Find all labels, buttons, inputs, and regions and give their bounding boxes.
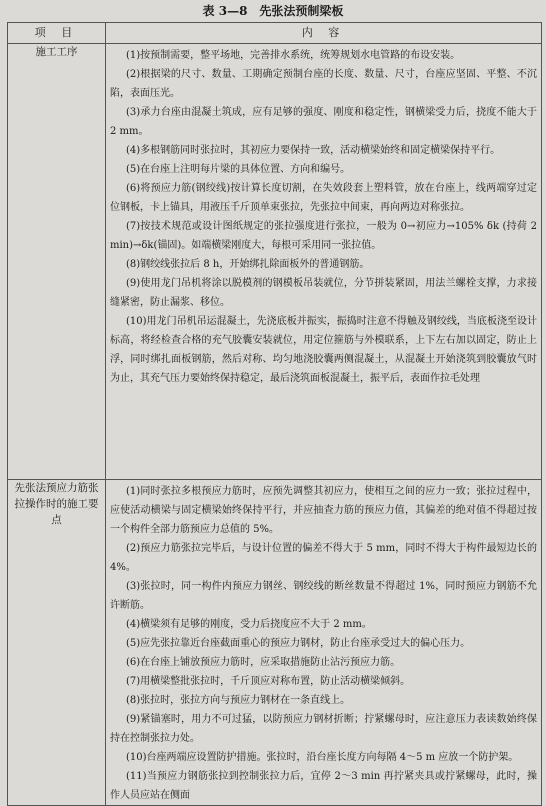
row-label-tensioning-points: 先张法预应力筋张拉操作时的施工要点 (8, 480, 106, 806)
construction-table (7, 22, 542, 806)
list-item: (9)使用龙门吊机将涂以脱模剂的钢模板吊装就位，分节拼装紧固，用法兰螺栓支撑，力求接缝紧密，防止漏浆、移位。 (110, 278, 537, 308)
header-item: 项 目 (8, 23, 106, 44)
table-header-row (8, 23, 542, 44)
list-item: (7)用横梁整批张拉时，千斤顶应对称布置，防止活动横梁倾斜。 (126, 676, 411, 687)
list-item: (6)在台座上铺放预应力筋时，应采取措施防止沾污预应力筋。 (126, 657, 401, 668)
list-item: (6)将预应力筋(钢绞线)按计算长度切割，在失效段套上塑料管，放在台座上，线两端穿过定位钢板，卡上锚具，用液压千斤顶单束张拉，先张拉中间束，再向两边对称张拉。 (110, 183, 537, 213)
list-item: (4)横梁须有足够的刚度，受力后挠度应不大于 2 mm。 (126, 619, 372, 630)
header-content: 内 容 (106, 23, 542, 44)
list-item: (11)当预应力钢筋张拉到控制张拉力后，宜停 2～3 min 再拧紧夹具或拧紧螺母，此时，操作人员应站在侧面 (110, 771, 537, 801)
list-item: (8)张拉时，张拉方向与预应力钢材在一条直线上。 (126, 695, 351, 706)
row-content-tensioning-points (106, 480, 542, 806)
list-item: (1)同时张拉多根预应力筋时，应预先调整其初应力，使相互之间的应力一致；张拉过程中，应使活动横梁与固定横梁始终保持平行，并应抽查力筋的预应力值，其偏差的绝对值不得超过按一个构件全部力筋预应力总值的 5%。 (110, 486, 537, 535)
row-content-construction-process (106, 44, 542, 480)
list-item: (3)承力台座由混凝土筑成，应有足够的强度、刚度和稳定性，钢横梁受力后，挠度不能大于 2 mm。 (110, 107, 537, 137)
list-item: (5)在台座上注明每片梁的具体位置、方向和编号。 (126, 164, 351, 175)
table-row (8, 480, 542, 806)
list-item: (2)根据梁的尺寸、数量、工期确定预制台座的长度、数量、尺寸，台座应坚固、平整、不沉陷，表面压光。 (110, 69, 537, 99)
table-row (8, 44, 542, 480)
row-label-construction-process: 施工工序 (8, 44, 106, 480)
list-item: (8)钢绞线张拉后 8 h，开始绑扎除面板外的普通钢筋。 (126, 259, 370, 270)
list-item: (2)预应力筋张拉完毕后，与设计位置的偏差不得大于 5 mm，同时不得大于构件最短边长的 4%。 (110, 543, 537, 573)
table-title: 表 3—8 先张法预制梁板 (202, 4, 344, 18)
list-item: (3)张拉时，同一构件内预应力钢丝、钢绞线的断丝数量不得超过 1%，同时预应力钢筋不允许断筋。 (110, 581, 537, 611)
list-item: (5)应先张拉靠近台座截面重心的预应力钢材，防止台座承受过大的偏心压力。 (126, 638, 471, 649)
list-item: (10)用龙门吊机吊运混凝土，先浇底板并振实，振捣时注意不得触及钢绞线，当底板浇至设计标高，将经检查合格的充气胶囊安装就位，用定位箍筋与外模联系，上下左右加以固定，防止上浮，同时绑扎面板钢筋，然后对称、均匀地浇胶囊两侧混凝土，从混凝土开始浇筑到胶囊放气时为止，其充气压力要始终保持稳定，最后浇筑面板混凝土，振平后，表面作拉毛处理 (110, 316, 537, 384)
list-item: (9)紧锚塞时，用力不可过猛，以防预应力钢材折断；拧紧螺母时，应注意压力表读数始终保持在控制张拉力处。 (110, 714, 537, 744)
list-item: (10)台座两端应设置防护措施。张拉时，沿台座长度方向每隔 4～5 m 应放一个防护架。 (126, 752, 519, 763)
list-item: (7)按技术规范或设计图纸规定的张拉强度进行张拉，一般为 0→初应力→105% δk (持荷 2 min)→δk(锚固)。如端横梁刚度大，每根可采用同一张拉值。 (110, 221, 537, 251)
list-item: (1)按预制需要，整平场地，完善排水系统，统筹规划水电管路的布设安装。 (126, 50, 461, 61)
list-item: (4)多根钢筋同时张拉时，其初应力要保持一致，活动横梁始终和固定横梁保持平行。 (126, 145, 501, 156)
